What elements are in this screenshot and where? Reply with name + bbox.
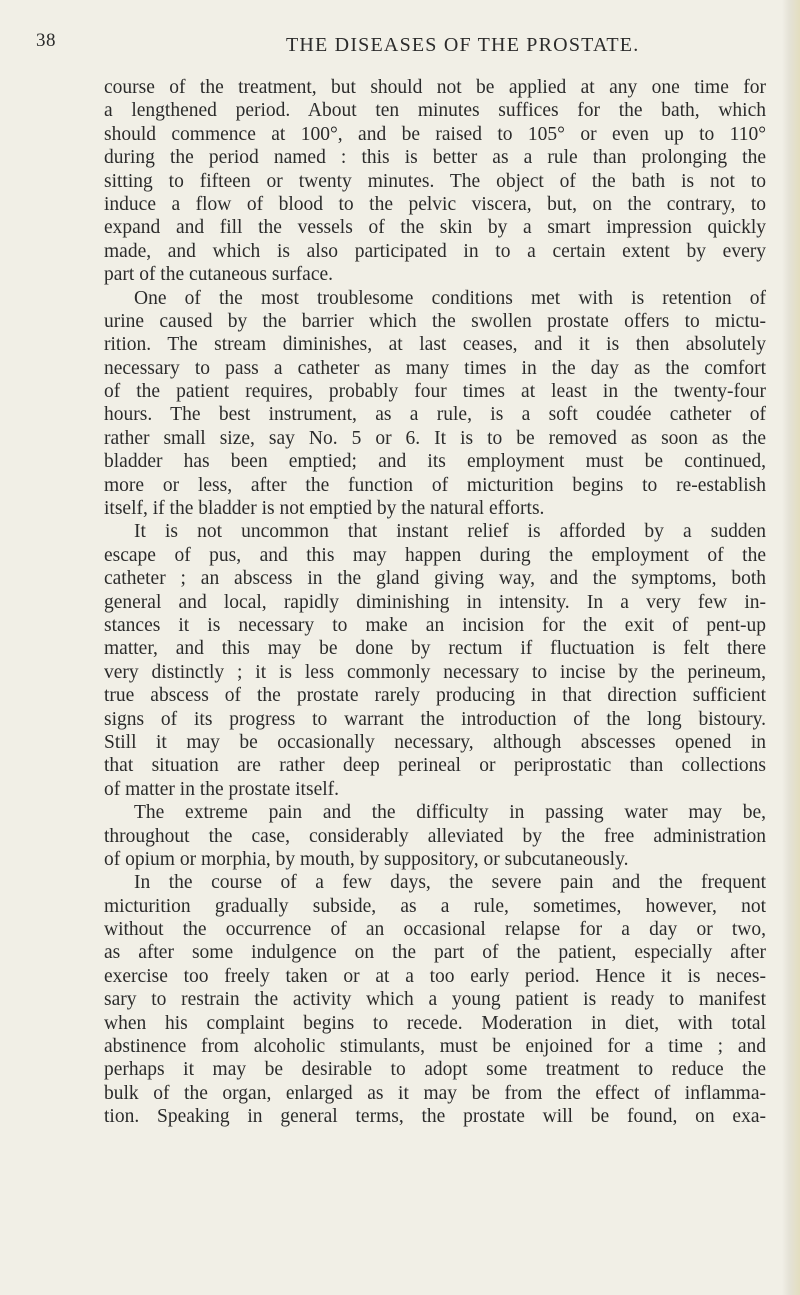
text-line: of opium or morphia, by mouth, by suppository, or subcutaneously. [104, 848, 629, 870]
text-line: made, and which is also participated in to a certain extent by every [104, 240, 766, 262]
text-line: necessary to pass a catheter as many times in the day as the comfort [104, 357, 766, 379]
text-line: micturition gradually subside, as a rule, sometimes, however, not [104, 895, 766, 917]
text-line: when his complaint begins to recede. Moderation in diet, with total [104, 1012, 766, 1034]
text-line: matter, and this may be done by rectum if fluctuation is felt there [104, 638, 766, 660]
text-line: urine caused by the barrier which the swollen prostate offers to mictu- [104, 310, 766, 332]
text-line: rather small size, say No. 5 or 6. It is to be removed as soon as the [104, 427, 766, 449]
text-line: abstinence from alcoholic stimulants, must be enjoined for a time ; and [104, 1036, 766, 1058]
text-line: of the patient requires, probably four times at least in the twenty-four [104, 381, 766, 403]
text-line: escape of pus, and this may happen during the employment of the [104, 544, 766, 566]
text-line: very distinctly ; it is less commonly necessary to incise by the perineum, [104, 661, 766, 683]
text-line: hours. The best instrument, as a rule, is a soft coudée catheter of [104, 404, 766, 426]
text-line: It is not uncommon that instant relief is afforded by a sudden [134, 521, 766, 543]
text-line: exercise too freely taken or at a too early period. Hence it is neces- [104, 965, 766, 987]
text-line: bladder has been emptied; and its employment must be continued, [104, 451, 766, 473]
text-line: during the period named : this is better as a rule than prolonging the [104, 147, 766, 169]
text-line: as after some indulgence on the part of the patient, especially after [104, 942, 766, 964]
text-line: signs of its progress to warrant the introduction of the long bistoury. [104, 708, 766, 730]
body-text [104, 76, 766, 1129]
page-edge-shadow [782, 0, 800, 1295]
text-line: that situation are rather deep perineal or periprostatic than collections [104, 755, 766, 777]
text-line: itself, if the bladder is not emptied by the natural efforts. [104, 498, 545, 520]
text-line: bulk of the organ, enlarged as it may be from the effect of inflamma- [104, 1082, 766, 1104]
text-line: part of the cutaneous surface. [104, 264, 334, 286]
text-line: stances it is necessary to make an incision for the exit of pent-up [104, 614, 766, 636]
text-line: perhaps it may be desirable to adopt some treatment to reduce the [104, 1059, 766, 1081]
text-line: catheter ; an abscess in the gland giving way, and the symptoms, both [104, 568, 766, 590]
text-line: One of the most troublesome conditions met with is retention of [134, 287, 766, 309]
text-line: true abscess of the prostate rarely producing in that direction sufficient [104, 685, 766, 707]
text-line: expand and fill the vessels of the skin by a smart impression quickly [104, 217, 766, 239]
text-line: without the occurrence of an occasional relapse for a day or two, [104, 919, 766, 941]
text-line: of matter in the prostate itself. [104, 778, 340, 800]
text-line: Still it may be occasionally necessary, although abscesses opened in [104, 731, 766, 753]
text-line: induce a flow of blood to the pelvic viscera, but, on the contrary, to [104, 193, 766, 215]
text-line: sary to restrain the activity which a young patient is ready to manifest [104, 989, 766, 1011]
text-line: should commence at 100°, and be raised to 105° or even up to 110° [104, 123, 766, 145]
text-line: course of the treatment, but should not be applied at any one time for [104, 77, 766, 98]
text-line: general and local, rapidly diminishing in intensity. In a very few in- [104, 591, 766, 613]
running-head: THE DISEASES OF THE PROSTATE. [286, 34, 640, 56]
text-line: rition. The stream diminishes, at last ceases, and it is then absolutely [104, 334, 766, 356]
text-line: a lengthened period. About ten minutes suffices for the bath, which [104, 100, 766, 122]
text-line: The extreme pain and the difficulty in passing water may be, [134, 802, 766, 824]
page-number: 38 [36, 30, 56, 51]
text-line: tion. Speaking in general terms, the prostate will be found, on exa- [104, 1106, 766, 1128]
text-line: throughout the case, considerably alleviated by the free administration [104, 825, 766, 847]
page-header [36, 30, 760, 60]
text-line: In the course of a few days, the severe pain and the frequent [134, 872, 766, 894]
text-line: more or less, after the function of micturition begins to re-establish [104, 474, 766, 496]
text-line: sitting to fifteen or twenty minutes. The object of the bath is not to [104, 170, 766, 192]
